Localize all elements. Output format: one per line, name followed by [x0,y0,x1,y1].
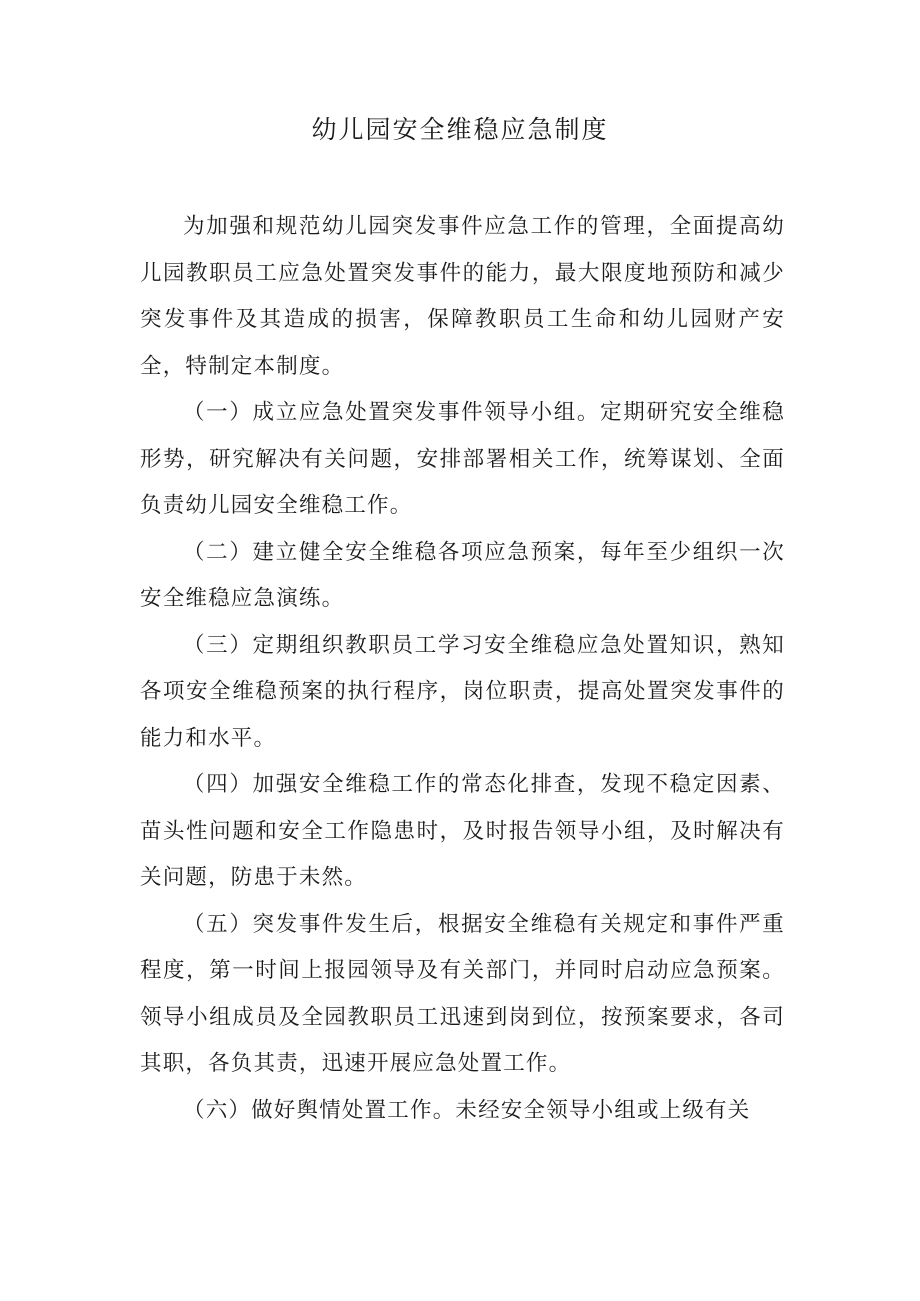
paragraph-item-4: （四）加强安全维稳工作的常态化排查，发现不稳定因素、苗头性问题和安全工作隐患时，及时报告领导小组，及时解决有关问题，防患于未然。 [140,772,785,890]
paragraph-item-1: （一）成立应急处置突发事件领导小组。定期研究安全维稳形势，研究解决有关问题，安排部署相关工作，统筹谋划、全面负责幼儿园安全维稳工作。 [140,400,785,518]
paragraph-item-2: （二）建立健全安全维稳各项应急预案，每年至少组织一次安全维稳应急演练。 [140,539,785,611]
document-title: 幼儿园安全维稳应急制度 [311,115,609,144]
paragraph-intro: 为加强和规范幼儿园突发事件应急工作的管理，全面提高幼儿园教职员工应急处置突发事件的能力，最大限度地预防和减少突发事件及其造成的损害，保障教职员工生命和幼儿园财产安全，特制定本制度。 [140,214,785,379]
document-body [140,204,785,1134]
paragraph-item-6: （六）做好舆情处置工作。未经安全领导小组或上级有关 [183,1097,751,1123]
paragraph-item-5: （五）突发事件发生后，根据安全维稳有关规定和事件严重程度，第一时间上报园领导及有关部门，并同时启动应急预案。领导小组成员及全园教职员工迅速到岗到位，按预案要求，各司其职，各负其责，迅速开展应急处置工作。 [140,911,785,1076]
paragraph-item-3: （三）定期组织教职员工学习安全维稳应急处置知识，熟知各项安全维稳预案的执行程序，岗位职责，提高处置突发事件的能力和水平。 [140,632,785,751]
